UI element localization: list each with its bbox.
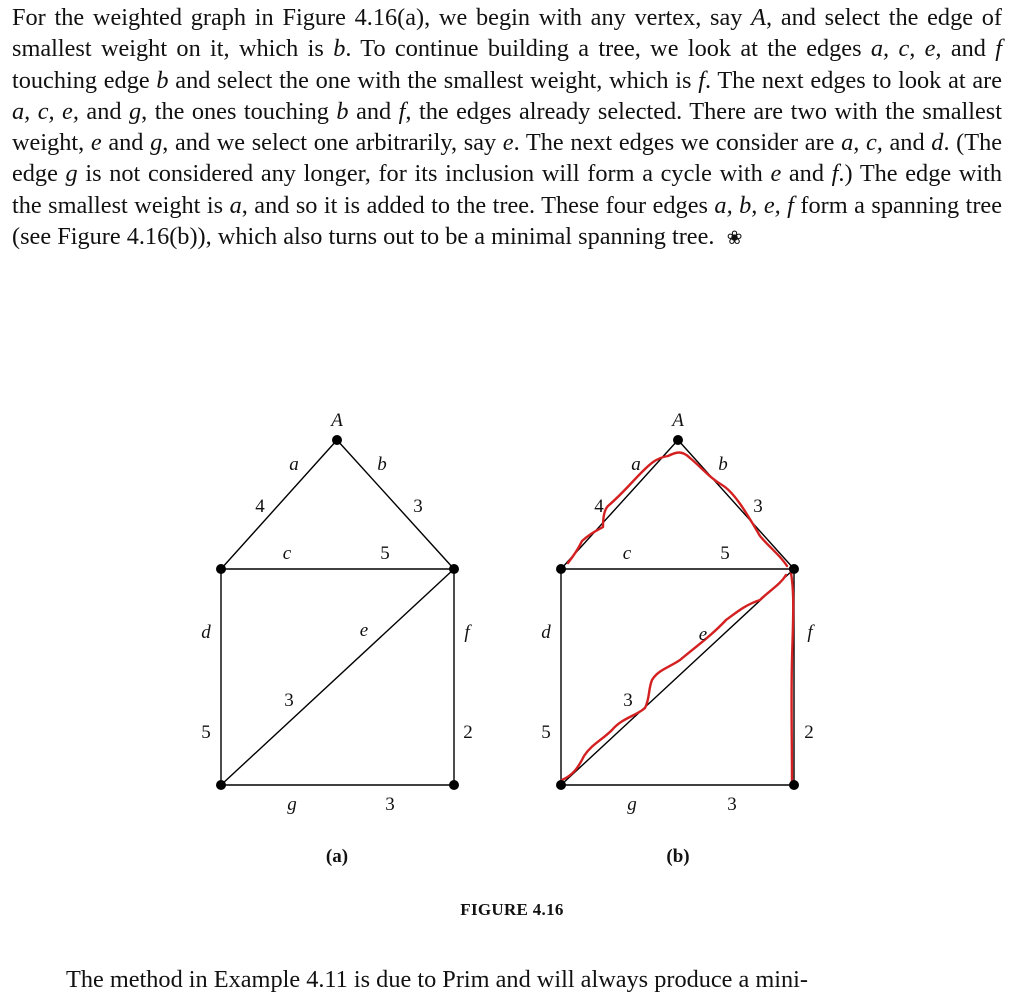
text-run: .) The edge with the smallest weight is [12,160,1002,219]
math-var: b [333,35,346,63]
edge-d-name: d [541,622,551,643]
graph-b-labels [541,410,815,867]
edge-c-name: c [282,543,292,564]
math-var: g [128,97,142,125]
edge-g-weight: 3 [385,794,395,815]
math-var: a, c, e, [12,97,79,125]
math-var: b [156,66,169,94]
edge-a-weight: 4 [255,496,265,517]
text-run: . The next edges to look at are [704,66,1003,94]
math-var: g [65,160,78,188]
subfigure-b-label: (b) [666,846,690,867]
math-var: e [770,160,782,188]
text-run: is not considered any longer, for its inclusion will form a cycle with [77,160,771,188]
graph-a-vertices [216,435,459,790]
edge-d-weight: 5 [541,722,551,743]
math-var: f [698,66,705,94]
math-var: e [90,129,102,157]
edge-b-name: b [718,454,728,475]
math-var: f [398,97,406,125]
math-var: a, c, [841,129,883,157]
math-var: b [336,97,349,125]
vertex-dot [216,780,226,790]
edge-b-name: b [377,454,387,475]
text-run: and [348,97,399,125]
text-run: touching edge [12,66,157,94]
edge-b-weight: 3 [753,496,763,517]
vertex-A-label: A [331,410,343,431]
body-paragraph-next: The method in Example 4.11 is due to Prim and will always produce a mini- [66,966,809,993]
edge-e-weight: 3 [284,690,294,711]
math-var: e [502,129,514,157]
vertex-dot [216,564,226,574]
edge-g-name: g [287,794,297,815]
edge-f-weight: 2 [463,722,473,743]
text-run: , and select the edge of smallest weight on it, which is [12,4,1002,63]
math-var: a, c, e, [870,35,942,63]
math-var: f [831,160,839,188]
math-var: f [995,35,1003,63]
edge-b-line [337,440,454,569]
text-run: . To continue building a tree, we look at the edges [345,35,871,63]
edge-a-line [221,440,337,569]
text-run: and [882,129,932,157]
vertex-dot [789,564,799,574]
edge-e-name: e [698,624,708,645]
edge-e-weight: 3 [623,690,633,711]
vertex-A-dot [332,435,342,445]
figure-4-16 [0,400,1024,880]
graph-a-labels [201,410,473,867]
edge-d-name: d [201,622,211,643]
vertex-A-dot [673,435,683,445]
edge-e-name: e [359,620,369,641]
text-run: , the ones touching [141,97,337,125]
math-var: a [229,191,242,219]
text-run: , the edges already selected. There are two with the smallest weight, [12,97,1002,157]
math-var: d [931,129,944,157]
end-of-example-icon: ❀ [726,227,743,250]
figure-caption: FIGURE 4.16 [460,900,564,919]
vertex-A-label: A [672,410,684,431]
edge-g-name: g [627,794,637,815]
edge-c-weight: 5 [720,543,730,564]
graph-b-vertices [556,435,799,790]
text-run: and [781,160,832,188]
vertex-dot [556,780,566,790]
edge-a-name: a [631,454,641,475]
vertex-dot [449,564,459,574]
edge-g-weight: 3 [727,794,737,815]
vertex-dot [449,780,459,790]
text-run: For the weighted graph in Figure 4.16(a), we begin with any vertex, say [12,4,752,31]
edge-a-name: a [289,454,299,475]
subfigure-a-label: (a) [325,846,349,867]
text-run: and [78,97,129,125]
text-run: , and we select one arbitrarily, say [162,129,503,157]
graph-b [561,440,794,785]
edge-b-weight: 3 [413,496,423,517]
text-run: . (The edge [12,129,1003,188]
math-var: g [150,129,163,157]
math-var: a, b, e, f [714,191,794,219]
edge-f-name: f [807,622,813,643]
text-run: and [941,35,996,63]
edge-a-weight: 4 [594,496,604,517]
tree-edge-f-stroke [790,568,793,785]
text-run: form a spanning tree (see Figure 4.16(b)), which also turns out to be a minimal spanning tree. [12,191,1002,251]
edge-d-weight: 5 [201,722,211,743]
math-var: A [751,4,767,31]
edge-c-weight: 5 [380,543,390,564]
edge-f-weight: 2 [804,722,814,743]
vertex-dot [556,564,566,574]
text-run: , and so it is added to the tree. These four edges [241,191,715,219]
text-run: and select the one with the smallest weight, which is [168,66,699,94]
edge-e-line [221,569,454,785]
text-run: and [101,129,151,157]
text-run: . The next edges we consider are [513,129,842,157]
vertex-dot [789,780,799,790]
edge-c-name: c [622,543,632,564]
graph-a [221,440,454,785]
edge-f-name: f [464,622,470,643]
tree-edge-e-stroke [562,575,786,780]
edge-b-line [678,440,794,569]
body-paragraph [12,2,1002,254]
